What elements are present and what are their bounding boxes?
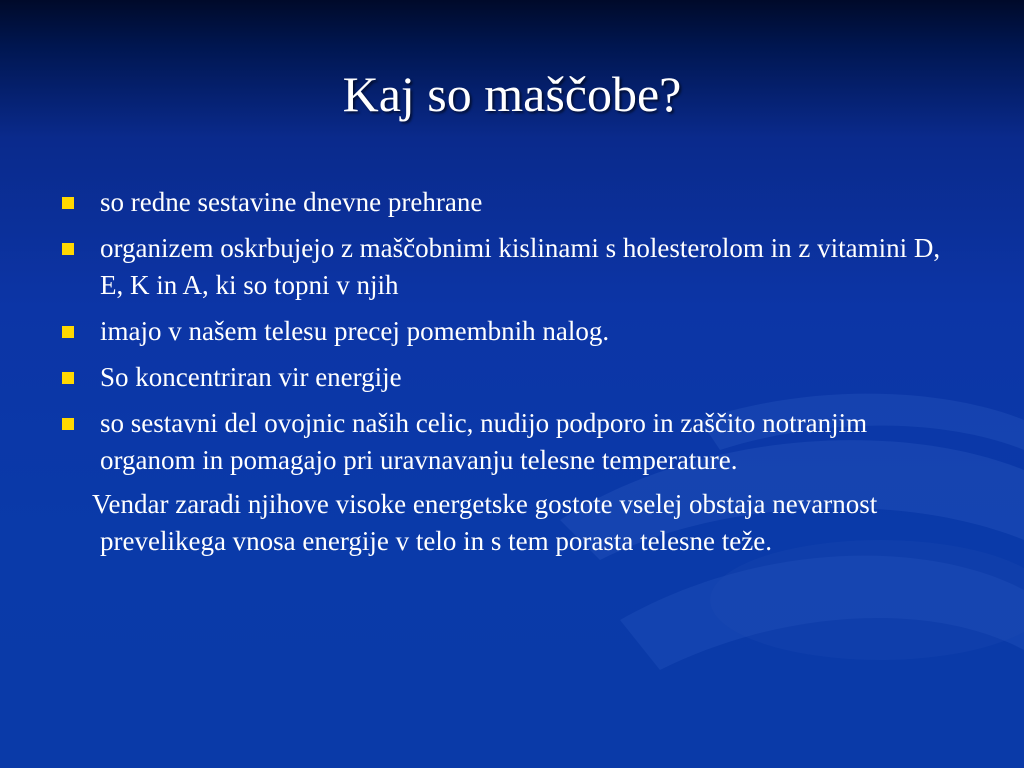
bullet-text: So koncentriran vir energije xyxy=(100,362,402,392)
square-bullet-icon xyxy=(62,326,74,338)
bullet-item xyxy=(62,359,962,396)
bullet-item xyxy=(62,184,962,221)
square-bullet-icon xyxy=(62,197,74,209)
slide-title: Kaj so maščobe? xyxy=(342,66,682,122)
bullet-item xyxy=(62,230,962,304)
bullet-list xyxy=(62,184,962,560)
square-bullet-icon xyxy=(62,418,74,430)
bullet-item xyxy=(62,405,962,479)
bullet-text: organizem oskrbujejo z maščobnimi kislinami s holesterolom in z vitamini D, E, K in A, ki so topni v njih xyxy=(100,233,941,300)
bullet-item xyxy=(62,313,962,350)
bullet-text: imajo v našem telesu precej pomembnih nalog. xyxy=(100,316,610,346)
square-bullet-icon xyxy=(62,243,74,255)
bullet-text: so sestavni del ovojnic naših celic, nudijo podporo in zaščito notranjim organom in pomagajo pri uravnavanju telesne temperature. xyxy=(100,408,868,475)
bullet-text: so redne sestavine dnevne prehrane xyxy=(100,187,483,217)
closing-paragraph: Vendar zaradi njihove visoke energetske gostote vselej obstaja nevarnost prevelikega vnosa energije v telo in s tem porasta telesne teže. xyxy=(92,489,878,556)
square-bullet-icon xyxy=(62,372,74,384)
